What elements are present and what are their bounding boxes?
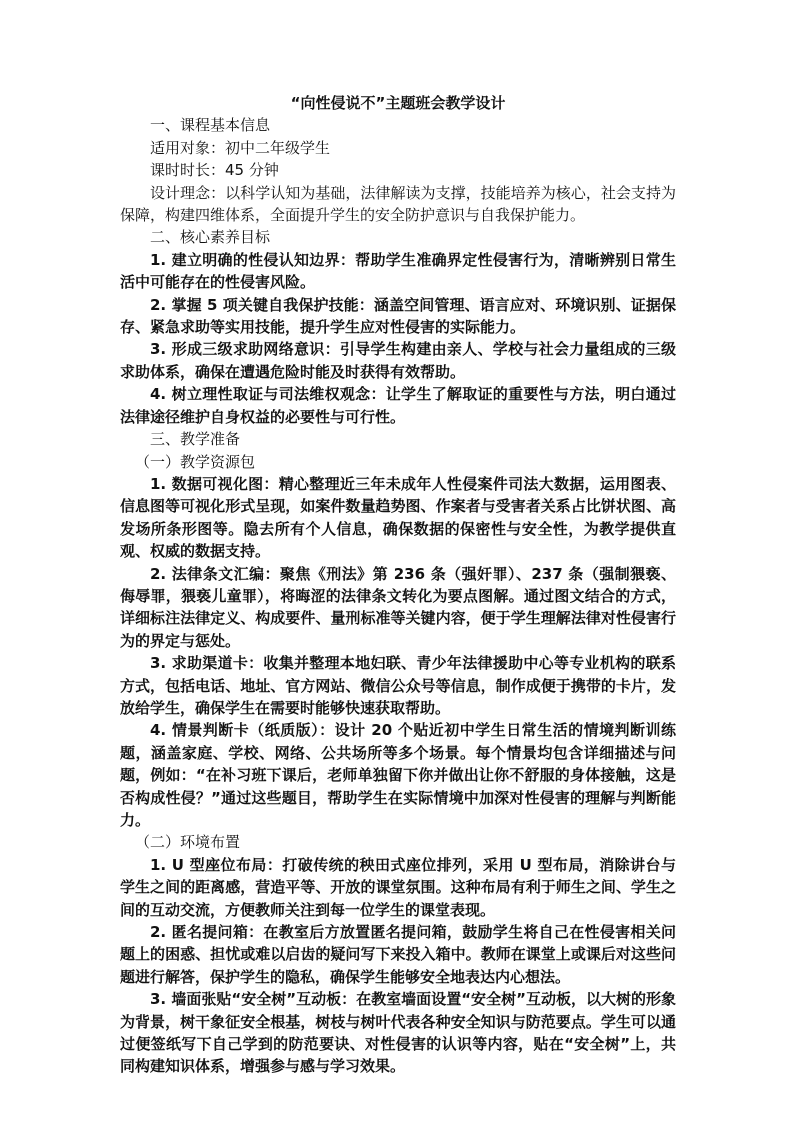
resource-item-4: 4. 情景判断卡（纸质版）：设计 20 个贴近初中学生日常生活的情境判断训练题，涵盖家庭、学校、网络、公共场所等多个场景。每个情景均包含详细描述与问题，例如：“在补习班下课后，老师单独留下你并做出让你不舒服的身体接触，这是否构成性侵？”通过这些题目，帮助学生在实际情境中加深对性侵害的理解与判断能力。 — [120, 721, 676, 829]
goal-item-2: 2. 掌握 5 项关键自我保护技能：涵盖空间管理、语言应对、环境识别、证据保存、紧急求助等实用技能，提升学生应对性侵害的实际能力。 — [120, 295, 676, 337]
section-heading-preparation: 三、教学准备 — [150, 430, 241, 449]
duration-line: 课时时长：45 分钟 — [150, 161, 279, 180]
subsection-heading-environment: （二）环境布置 — [135, 833, 241, 852]
environment-item-2: 2. 匿名提问箱：在教室后方放置匿名提问箱，鼓励学生将自己在性侵害相关问题上的困惑、担忧或难以启齿的疑问写下来投入箱中。教师在课堂上或课后对这些问题进行解答，保护学生的隐私，确保学生能够安全地表达内心想法。 — [120, 923, 676, 986]
audience-line: 适用对象：初中二年级学生 — [150, 138, 331, 157]
design-concept-paragraph: 设计理念：以科学认知为基础，法律解读为支撑，技能培养为核心，社会支持为保障，构建四维体系，全面提升学生的安全防护意识与自我保护能力。 — [120, 183, 676, 225]
goal-item-4: 4. 树立理性取证与司法维权观念：让学生了解取证的重要性与方法，明白通过法律途径维护自身权益的必要性与可行性。 — [120, 385, 676, 426]
section-heading-basic-info: 一、课程基本信息 — [150, 116, 271, 135]
document-page — [120, 92, 676, 1078]
resource-item-2: 2. 法律条文汇编：聚焦《刑法》第 236 条（强奸罪）、237 条（强制猥亵、侮辱罪，猥亵儿童罪），将晦涩的法律条文转化为要点图解。通过图文结合的方式，详细标注法律定义、构成要件、量刑标准等关键内容，便于学生理解法律对性侵害行为的界定与惩处。 — [120, 564, 676, 650]
section-heading-goals: 二、核心素养目标 — [150, 228, 271, 247]
goal-item-1: 1. 建立明确的性侵认知边界：帮助学生准确界定性侵害行为，清晰辨别日常生活中可能存在的性侵害风险。 — [120, 250, 676, 292]
environment-item-3: 3. 墙面张贴“安全树”互动板：在教室墙面设置“安全树”互动板，以大树的形象为背景，树干象征安全根基，树枝与树叶代表各种安全知识与防范要点。学生可以通过便签纸写下自己学到的防范要诀、对性侵害的认识等内容，贴在“安全树”上，共同构建知识体系，增强参与感与学习效果。 — [120, 990, 676, 1076]
resource-item-3: 3. 求助渠道卡：收集并整理本地妇联、青少年法律援助中心等专业机构的联系方式，包括电话、地址、官方网站、微信公众号等信息，制作成便于携带的卡片，发放给学生，确保学生在需要时能够快速获取帮助。 — [120, 654, 676, 717]
document-title: “向性侵说不”主题班会教学设计 — [290, 94, 506, 112]
subsection-heading-resources: （一）教学资源包 — [135, 452, 256, 471]
resource-item-1: 1. 数据可视化图：精心整理近三年未成年人性侵案件司法大数据，运用图表、信息图等可视化形式呈现，如案件数量趋势图、作案者与受害者关系占比饼状图、高发场所条形图等。隐去所有个人信息，确保数据的保密性与安全性，为教学提供直观、权威的数据支持。 — [120, 474, 676, 561]
goal-item-3: 3. 形成三级求助网络意识：引导学生构建由亲人、学校与社会力量组成的三级求助体系，确保在遭遇危险时能及时获得有效帮助。 — [120, 340, 676, 381]
environment-item-1: 1. U 型座位布局：打破传统的秧田式座位排列，采用 U 型布局，消除讲台与学生之间的距离感，营造平等、开放的课堂氛围。这种布局有利于师生之间、学生之间的互动交流，方便教师关注到每一位学生的课堂表现。 — [120, 855, 676, 919]
